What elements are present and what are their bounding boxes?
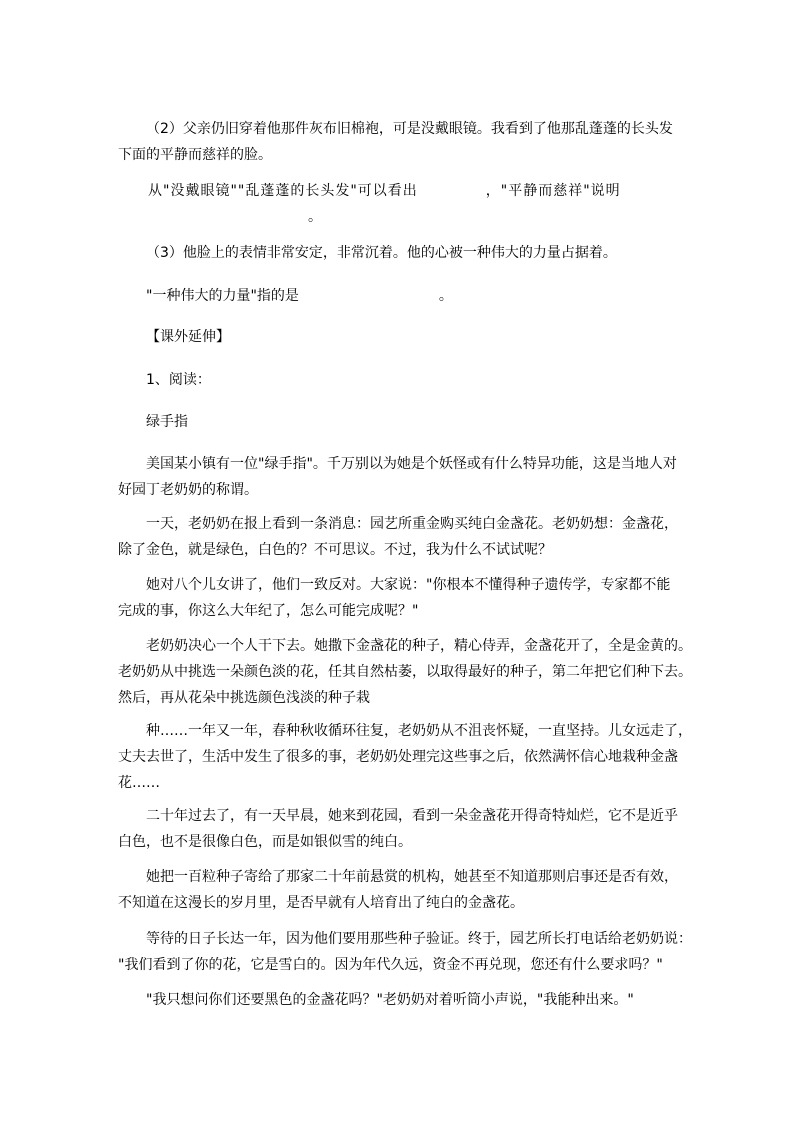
story-paragraph-9: "我只想问你们还要黑色的金盏花吗？"老奶奶对着听筒小声说，"我能种出来。"	[146, 992, 634, 1008]
item-2-line-1: （2）父亲仍旧穿着他那件灰布旧棉袍，可是没戴眼镜。我看到了他那乱蓬蓬的长头发	[146, 121, 673, 137]
story-paragraph-1: 美国某小镇有一位"绿手指"。千万别以为她是个妖怪或有什么特异功能，这是当地人对 好园丁老奶奶的称谓。	[118, 456, 677, 498]
story-paragraph-7: 她把一百粒种子寄给了那家二十年前悬赏的机构，她甚至不知道那则启事还是否有效， 不知道在这漫长的岁月里，是否早就有人培育出了纯白的金盏花。	[118, 869, 678, 911]
question-2-text-b: ，"平静而慈祥"说明	[485, 183, 621, 199]
question-3-end: 。	[438, 288, 453, 304]
question-2-line-1	[148, 178, 678, 204]
section-heading: 【课外延伸】	[146, 329, 230, 345]
item-3-line: （3）他脸上的表情非常安定，非常沉着。他的心被一种伟大的力量占据着。	[146, 245, 617, 261]
story-paragraph-3: 她对八个儿女讲了，他们一致反对。大家说："你根本不懂得种子遗传学，专家都不能 完成的事，你这么大年纪了，怎么可能完成呢？"	[118, 577, 671, 619]
story-paragraph-8: 等待的日子长达一年，因为他们要用那些种子验证。终于，园艺所长打电话给老奶奶说： "我们看到了你的花，它是雪白的。因为年代久远，资金不再兑现，您还有什么要求吗？"	[118, 931, 692, 973]
reading-label: 1、阅读：	[146, 372, 211, 388]
story-paragraph-2: 一天，老奶奶在报上看到一条消息：园艺所重金购买纯白金盏花。老奶奶想：金盏花， 除了金色，就是绿色，白色的？不可思议。不过，我为什么不试试呢？	[118, 516, 678, 558]
story-paragraph-5: 种……一年又一年，春种秋收循环往复，老奶奶从不沮丧怀疑，一直坚持。儿女远走了， 丈夫去世了，生活中发生了很多的事，老奶奶处理完这些事之后，依然满怀信心地栽种金盏 花……	[118, 723, 692, 791]
question-3-line	[118, 283, 678, 309]
story-paragraph-4: 老奶奶决心一个人干下去。她撒下金盏花的种子，精心侍弄，金盏花开了，全是金黄的。 老奶奶从中挑选一朵颜色淡的花，任其自然枯萎，以取得最好的种子，第二年把它们种下去。 然后，再从花朵中挑选颜色浅淡的种子栽	[118, 638, 692, 706]
question-3-text: "一种伟大的力量"指的是	[146, 288, 299, 304]
item-2-line-2: 下面的平静而慈祥的脸。	[118, 147, 272, 163]
question-3	[118, 283, 678, 309]
item-2-paragraph	[118, 116, 678, 168]
story-paragraph-6: 二十年过去了，有一天早晨，她来到花园，看到一朵金盏花开得奇特灿烂，它不是近乎 白色，也不是很像白色，而是如银似雪的纯白。	[118, 808, 678, 850]
question-2-text-a: 从"没戴眼镜""乱蓬蓬的长头发"可以看出	[148, 183, 418, 199]
question-2-end: 。	[308, 209, 323, 225]
item-3-paragraph	[118, 240, 678, 266]
story-title: 绿手指	[146, 414, 188, 430]
question-2	[148, 178, 678, 230]
question-2-line-2	[148, 204, 678, 230]
